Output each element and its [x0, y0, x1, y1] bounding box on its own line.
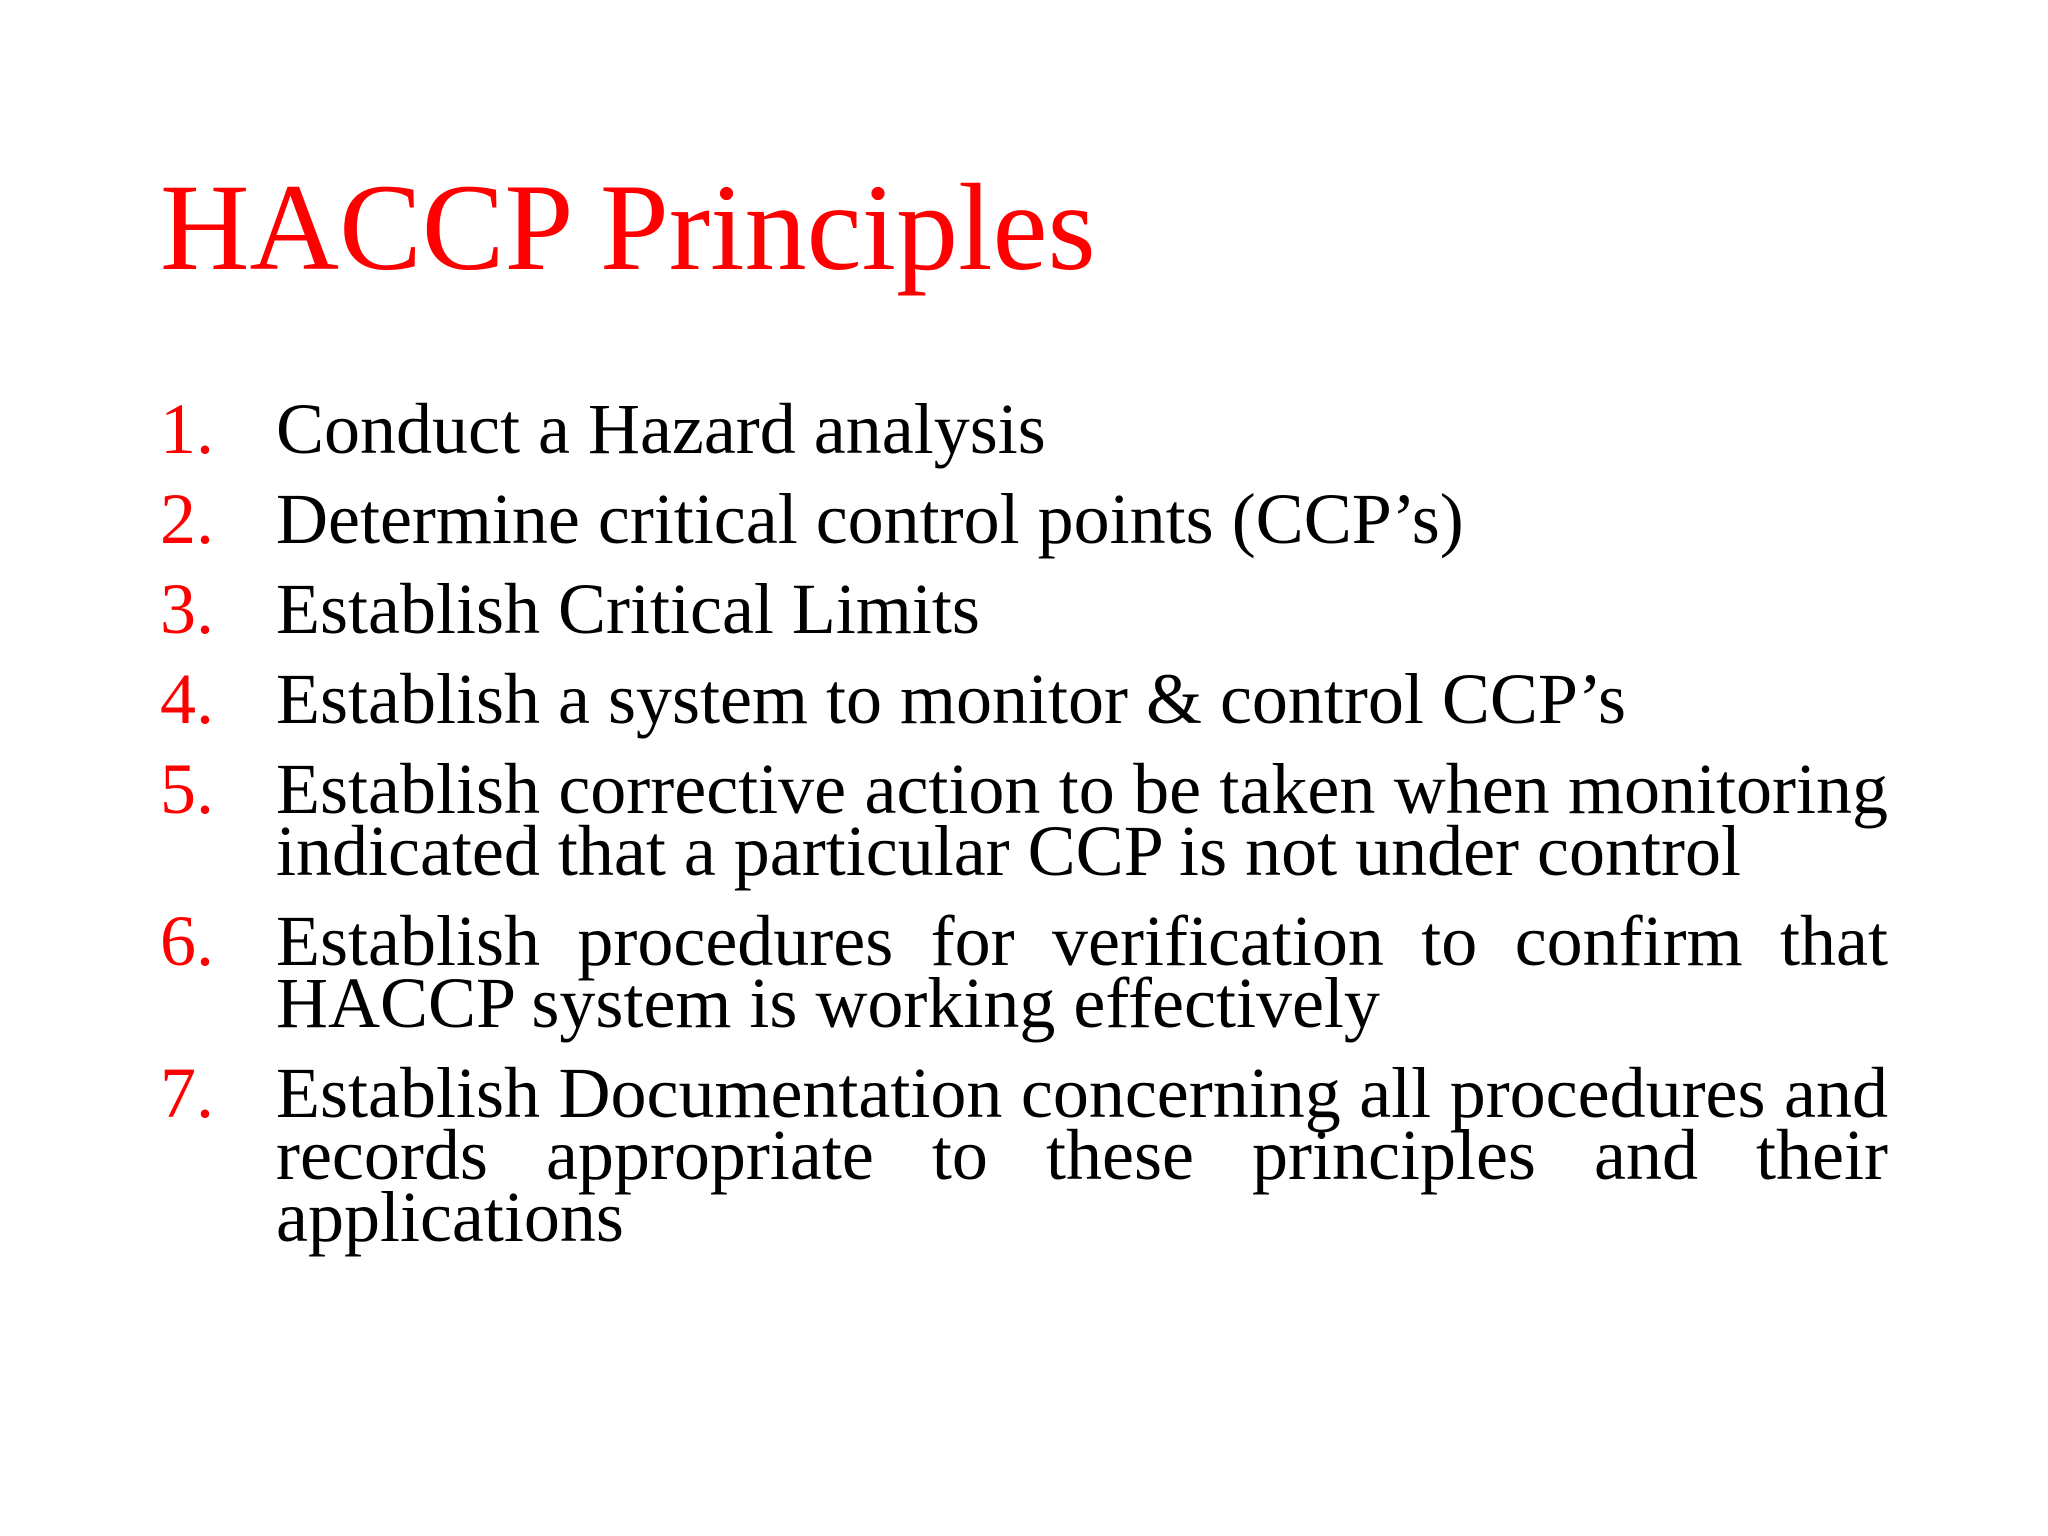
- list-item: [160, 901, 1888, 1043]
- list-item-number: 1.: [160, 389, 214, 469]
- list-item-text: Establish corrective action to be taken when monitoring indicated that a particular CCP is not under control: [276, 749, 1888, 891]
- list-item-number: 6.: [160, 901, 214, 981]
- list-item-number: 4.: [160, 659, 214, 739]
- list-item-number: 7.: [160, 1053, 214, 1133]
- principles-list: [160, 389, 1888, 1257]
- list-item-number: 2.: [160, 479, 214, 559]
- list-item-number: 3.: [160, 569, 214, 649]
- list-item: [160, 659, 1888, 739]
- list-item-text: Establish a system to monitor & control CCP’s: [276, 659, 1626, 739]
- list-item: [160, 479, 1888, 559]
- slide-title: HACCP Principles: [160, 159, 1096, 296]
- list-item-text: Determine critical control points (CCP’s): [276, 479, 1464, 559]
- list-item: [160, 569, 1888, 649]
- list-item: [160, 389, 1888, 469]
- list-item-text: Establish Documentation concerning all procedures and records appropriate to these principles and their applications: [276, 1053, 1888, 1257]
- list-item-text: Conduct a Hazard analysis: [276, 389, 1046, 469]
- list-item-number: 5.: [160, 749, 214, 829]
- list-item-text: Establish Critical Limits: [276, 569, 980, 649]
- list-item: [160, 1053, 1888, 1257]
- list-item: [160, 749, 1888, 891]
- list-item-text: Establish procedures for verification to confirm that HACCP system is working effectively: [276, 901, 1888, 1043]
